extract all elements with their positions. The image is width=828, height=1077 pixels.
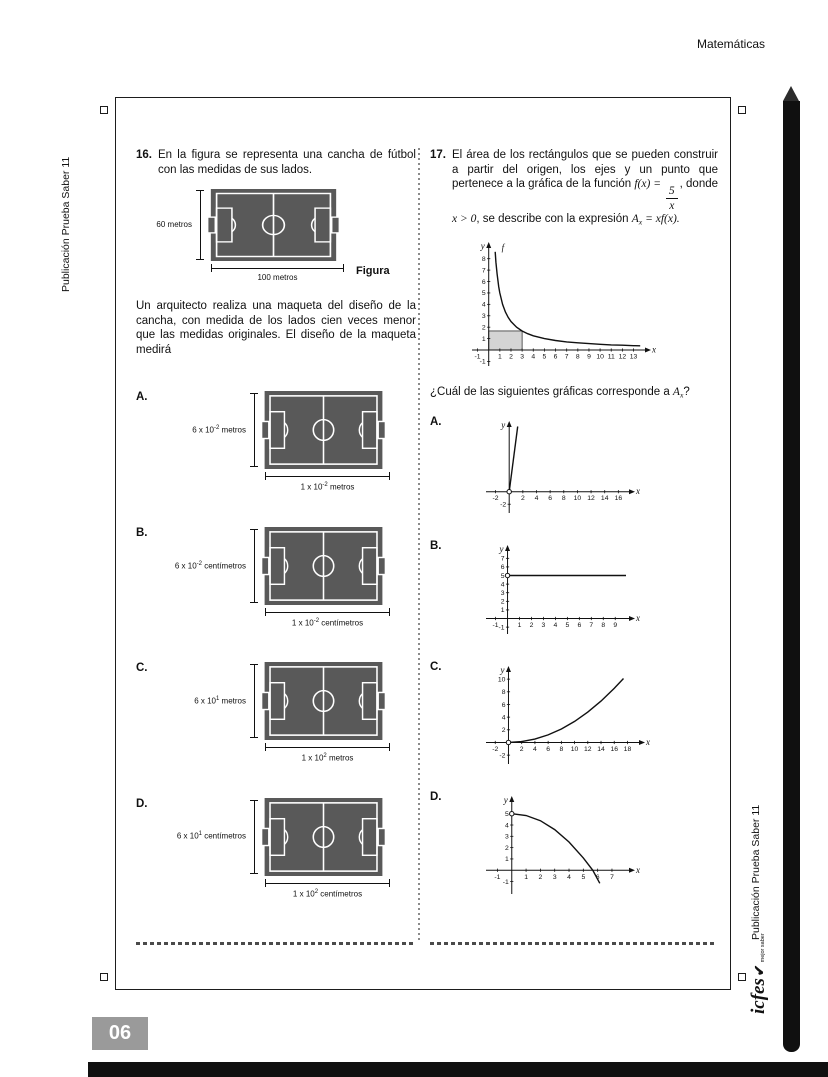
svg-text:3: 3 bbox=[481, 312, 486, 320]
q16-option-b bbox=[136, 527, 416, 628]
svg-text:8: 8 bbox=[575, 353, 580, 361]
svg-text:-1: -1 bbox=[479, 358, 486, 366]
q17-option-d bbox=[430, 791, 718, 905]
svg-text:3: 3 bbox=[520, 353, 525, 361]
width-bracket bbox=[265, 743, 390, 751]
svg-text:-1: -1 bbox=[492, 622, 499, 630]
q17-option-b-label: B. bbox=[430, 540, 442, 553]
svg-text:2: 2 bbox=[504, 845, 509, 853]
q17-number: 17. bbox=[430, 149, 446, 161]
height-bracket bbox=[196, 190, 204, 260]
svg-text:6: 6 bbox=[500, 564, 505, 572]
svg-text:16: 16 bbox=[610, 746, 619, 754]
svg-text:10: 10 bbox=[497, 676, 506, 684]
svg-text:7: 7 bbox=[564, 353, 569, 361]
q16-option-d bbox=[136, 798, 416, 899]
svg-text:8: 8 bbox=[559, 746, 564, 754]
q16-option-b-height-label: 6 x $10^{-2}$ centímetros bbox=[174, 560, 246, 571]
soccer-field-option-b bbox=[261, 527, 386, 605]
question-17 bbox=[430, 148, 718, 905]
q17-option-d-label: D. bbox=[430, 791, 442, 804]
svg-text:-1: -1 bbox=[494, 873, 501, 881]
svg-text:2: 2 bbox=[501, 727, 506, 735]
svg-text:5: 5 bbox=[581, 873, 586, 881]
q17-main-graph bbox=[456, 237, 661, 377]
svg-text:7: 7 bbox=[500, 555, 505, 563]
svg-text:1: 1 bbox=[500, 607, 505, 615]
subject-header: Matemáticas bbox=[696, 37, 765, 51]
svg-text:10: 10 bbox=[573, 495, 582, 503]
svg-text:4: 4 bbox=[531, 353, 536, 361]
soccer-field-option-a bbox=[261, 391, 386, 469]
check-icon: ✔ bbox=[751, 964, 767, 977]
svg-text:9: 9 bbox=[613, 622, 618, 630]
svg-text:-2: -2 bbox=[499, 752, 506, 760]
q16-option-a-height-label: 6 x $10^{-2}$ metros bbox=[192, 425, 246, 435]
soccer-field-option-c bbox=[261, 662, 386, 740]
svg-text:6: 6 bbox=[501, 701, 506, 709]
width-bracket bbox=[265, 472, 390, 480]
q16-figure bbox=[148, 189, 416, 283]
svg-text:6: 6 bbox=[546, 746, 551, 754]
svg-text:10: 10 bbox=[570, 746, 579, 754]
height-bracket bbox=[250, 664, 258, 738]
q16-option-a-label: A. bbox=[136, 391, 148, 404]
side-label-right: Publicación Prueba Saber 11 bbox=[750, 804, 762, 940]
svg-text:1: 1 bbox=[524, 873, 528, 881]
svg-text:3: 3 bbox=[552, 873, 557, 881]
svg-text:12: 12 bbox=[584, 746, 592, 754]
svg-text:5: 5 bbox=[481, 290, 486, 298]
svg-text:3: 3 bbox=[500, 590, 505, 598]
svg-text:-2: -2 bbox=[492, 746, 499, 754]
svg-text:13: 13 bbox=[629, 353, 638, 361]
q17-option-a bbox=[430, 416, 718, 524]
q16-option-c-label: C. bbox=[136, 662, 148, 675]
q16-option-b-width-label: 1 x $10^{-2}$ centímetros bbox=[291, 617, 364, 628]
q17-option-c bbox=[430, 661, 718, 775]
svg-text:3: 3 bbox=[504, 833, 509, 841]
svg-text:7: 7 bbox=[610, 873, 614, 881]
svg-text:4: 4 bbox=[553, 622, 558, 630]
svg-text:4: 4 bbox=[567, 873, 571, 881]
svg-text:y: y bbox=[480, 240, 485, 251]
q16-option-b-label: B. bbox=[136, 526, 148, 539]
q17-question: ¿Cuál de las siguientes gráficas corresponde a $A_x$? bbox=[430, 385, 690, 400]
q16-option-c-figure bbox=[158, 662, 390, 763]
q16-option-a bbox=[136, 391, 416, 492]
svg-text:5: 5 bbox=[565, 622, 570, 630]
pencil-body bbox=[783, 101, 800, 1052]
svg-text:8: 8 bbox=[501, 689, 506, 697]
svg-text:4: 4 bbox=[501, 714, 506, 722]
svg-text:8: 8 bbox=[561, 495, 566, 503]
height-bracket bbox=[250, 529, 258, 603]
content-frame bbox=[115, 97, 731, 990]
q16-option-c-width-label: 1 x $10^2$ metros bbox=[301, 753, 354, 763]
svg-text:6: 6 bbox=[548, 495, 553, 503]
svg-text:4: 4 bbox=[481, 301, 486, 309]
field-height-label: 60 metros bbox=[156, 219, 192, 229]
svg-text:7: 7 bbox=[589, 622, 594, 630]
svg-text:12: 12 bbox=[618, 353, 627, 361]
svg-text:x: x bbox=[636, 864, 640, 875]
q17-option-a-label: A. bbox=[430, 416, 442, 429]
svg-text:16: 16 bbox=[614, 495, 623, 503]
svg-text:18: 18 bbox=[623, 746, 632, 754]
height-bracket bbox=[250, 800, 258, 874]
svg-text:10: 10 bbox=[596, 353, 604, 361]
dashed-cut-line-right bbox=[430, 942, 716, 945]
svg-text:11: 11 bbox=[607, 353, 615, 361]
svg-text:6: 6 bbox=[553, 353, 558, 361]
question-16 bbox=[136, 148, 416, 899]
svg-text:6: 6 bbox=[577, 622, 582, 630]
svg-text:2: 2 bbox=[529, 622, 534, 630]
q16-option-b-figure bbox=[158, 527, 390, 628]
icfes-logo bbox=[748, 933, 770, 1014]
q16-option-d-width-label: 1 x $10^2$ centímetros bbox=[292, 888, 363, 899]
svg-text:y: y bbox=[501, 420, 506, 431]
svg-text:14: 14 bbox=[597, 746, 605, 754]
q17-option-c-label: C. bbox=[430, 661, 442, 674]
soccer-field-icon bbox=[261, 662, 386, 740]
svg-text:2: 2 bbox=[538, 873, 543, 881]
svg-text:-1: -1 bbox=[502, 879, 509, 887]
svg-text:4: 4 bbox=[500, 581, 505, 589]
q17-option-b bbox=[430, 540, 718, 645]
width-bracket bbox=[211, 264, 344, 272]
svg-text:6: 6 bbox=[481, 278, 486, 286]
corner-ornament-bottom-right bbox=[738, 973, 746, 981]
svg-text:y: y bbox=[500, 665, 505, 676]
soccer-field-icon bbox=[207, 189, 340, 261]
soccer-field-icon bbox=[261, 527, 386, 605]
q17-option-c-graph bbox=[470, 661, 655, 775]
q16-option-a-figure bbox=[158, 391, 390, 492]
width-bracket bbox=[265, 608, 390, 616]
q17-prompt: El área de los rectángulos que se pueden construir a partir del origen, los ejes y un punto que pertenece a la gráfica de la función f(x) = $\frac{5}{x}$ , donde x > 0, se describe con la expresión $A_x = xf(x)$. bbox=[452, 149, 719, 226]
svg-text:5: 5 bbox=[504, 811, 509, 819]
icfes-logo-tagline: mejor saber bbox=[760, 933, 766, 963]
svg-text:8: 8 bbox=[601, 622, 606, 630]
corner-ornament-top-left bbox=[100, 106, 108, 114]
soccer-field-icon bbox=[261, 798, 386, 876]
svg-text:x: x bbox=[646, 737, 650, 748]
svg-text:4: 4 bbox=[504, 822, 509, 830]
svg-text:7: 7 bbox=[481, 267, 486, 275]
svg-text:1: 1 bbox=[517, 622, 522, 630]
svg-text:4: 4 bbox=[534, 495, 539, 503]
q16-option-c-height-label: 6 x $10^1$ metros bbox=[194, 696, 246, 706]
svg-text:9: 9 bbox=[587, 353, 591, 361]
q17-option-a-graph bbox=[470, 416, 645, 524]
svg-text:-2: -2 bbox=[500, 501, 507, 509]
column-divider bbox=[418, 148, 420, 942]
width-bracket bbox=[265, 879, 390, 887]
svg-text:x: x bbox=[652, 344, 656, 355]
fraction-5-over-x: $\frac{5}{x}$ bbox=[666, 185, 678, 212]
svg-text:2: 2 bbox=[481, 324, 486, 332]
svg-text:12: 12 bbox=[587, 495, 595, 503]
svg-text:1: 1 bbox=[497, 353, 502, 361]
svg-text:-1: -1 bbox=[474, 353, 481, 361]
q16-option-d-figure bbox=[158, 798, 390, 899]
svg-text:x: x bbox=[636, 613, 640, 624]
height-bracket bbox=[250, 393, 258, 467]
svg-text:f: f bbox=[501, 242, 505, 253]
svg-text:y: y bbox=[499, 544, 504, 555]
svg-text:2: 2 bbox=[500, 598, 505, 606]
q16-body: Un arquitecto realiza una maqueta del diseño de la cancha, con medida de los lados cien veces menor que las medidas originales. El diseño de la maqueta medirá bbox=[136, 299, 416, 356]
ax-expression: $A_x = xf(x)$. bbox=[631, 212, 680, 226]
pencil-tip bbox=[783, 86, 799, 101]
svg-text:x: x bbox=[636, 486, 640, 497]
dashed-cut-line-left bbox=[136, 942, 414, 945]
q16-option-d-height-label: 6 x $10^1$ centímetros bbox=[176, 831, 246, 842]
corner-ornament-top-right bbox=[738, 106, 746, 114]
svg-text:4: 4 bbox=[533, 746, 537, 754]
q16-option-d-label: D. bbox=[136, 797, 148, 810]
svg-text:-2: -2 bbox=[492, 495, 499, 503]
side-label-left: Publicación Prueba Saber 11 bbox=[60, 156, 72, 292]
corner-ornament-bottom-left bbox=[100, 973, 108, 981]
bottom-bar bbox=[88, 1062, 828, 1077]
q16-option-a-width-label: 1 x $10^{-2}$ metros bbox=[300, 482, 355, 493]
soccer-field-icon bbox=[261, 391, 386, 469]
svg-text:-1: -1 bbox=[498, 624, 505, 632]
svg-text:1: 1 bbox=[504, 856, 509, 864]
fx-lhs: f(x) = bbox=[634, 178, 664, 191]
svg-text:y: y bbox=[503, 795, 508, 806]
soccer-field-option-d bbox=[261, 798, 386, 876]
svg-text:6: 6 bbox=[595, 873, 600, 881]
q16-prompt: En la figura se representa una cancha de fútbol con las medidas de sus lados. bbox=[158, 149, 416, 176]
svg-text:2: 2 bbox=[509, 353, 513, 361]
q16-number: 16. bbox=[136, 149, 152, 161]
q17-option-b-graph bbox=[470, 540, 645, 645]
page-number: 06 bbox=[92, 1017, 148, 1050]
field-width-label: 100 metros bbox=[257, 273, 298, 283]
pencil-graphic bbox=[783, 86, 800, 1052]
q17-option-d-graph bbox=[470, 791, 645, 905]
icfes-logo-text: icfes bbox=[748, 978, 769, 1014]
svg-text:5: 5 bbox=[542, 353, 547, 361]
svg-text:1: 1 bbox=[481, 335, 486, 343]
svg-text:2: 2 bbox=[520, 495, 525, 503]
svg-text:3: 3 bbox=[541, 622, 546, 630]
soccer-field-main bbox=[207, 189, 340, 261]
svg-text:14: 14 bbox=[600, 495, 609, 503]
svg-text:5: 5 bbox=[500, 572, 505, 580]
svg-text:8: 8 bbox=[481, 255, 486, 263]
figure-caption: Figura bbox=[356, 265, 390, 278]
svg-text:2: 2 bbox=[519, 746, 524, 754]
q16-option-c bbox=[136, 662, 416, 763]
